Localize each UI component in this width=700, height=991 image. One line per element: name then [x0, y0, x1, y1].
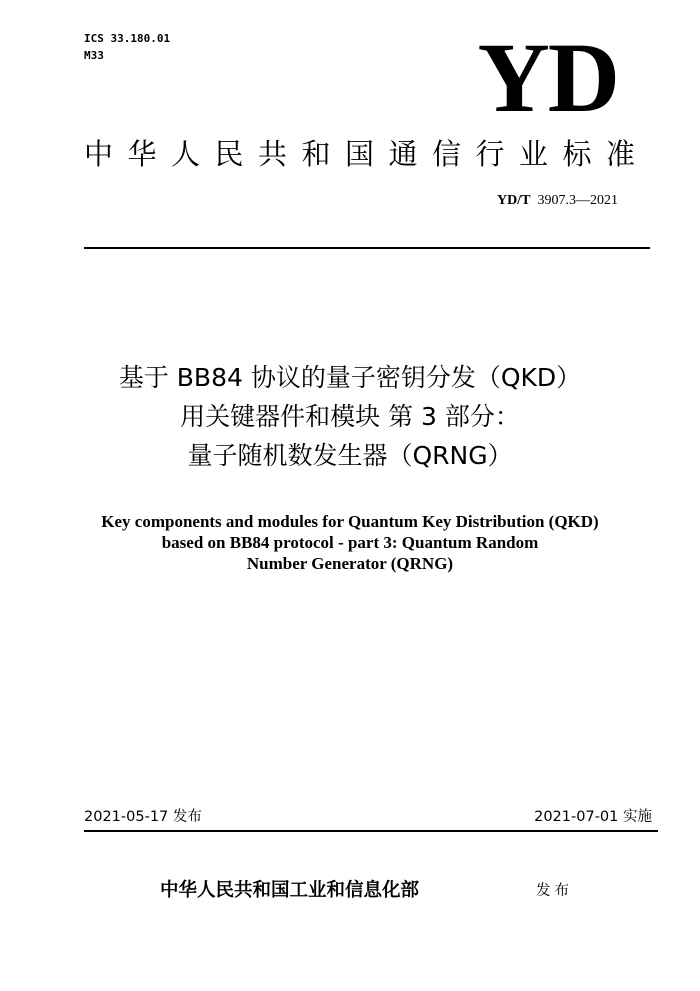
issue-label: 发布 [536, 883, 573, 899]
chinese-title-line: 量子随机数发生器（QRNG） [187, 441, 513, 470]
chinese-title [0, 358, 700, 475]
standard-number-value: 3907.3—2021 [537, 193, 618, 208]
standard-number [497, 193, 618, 209]
classification-codes [84, 30, 170, 64]
header-divider [84, 247, 650, 249]
footer-divider [84, 830, 658, 832]
implementation-date: 2021-07-01 实施 [534, 809, 652, 825]
ccs-code: M33 [84, 49, 104, 62]
standard-prefix: YD/T [497, 193, 531, 208]
chinese-title-line: 用关键器件和模块 第 3 部分： [180, 402, 520, 431]
ics-code: ICS 33.180.01 [84, 32, 171, 45]
yd-logo: YD [477, 22, 618, 133]
standard-category-title: 中华人民共和国通信行业标准 [84, 137, 650, 171]
english-title-line: Key components and modules for Quantum Key Distribution (QKD) [101, 512, 599, 531]
english-title [0, 511, 700, 574]
chinese-title-line: 基于 BB84 协议的量子密钥分发（QKD） [118, 363, 582, 392]
english-title-line: Number Generator (QRNG) [246, 554, 454, 573]
release-date: 2021-05-17 发布 [84, 809, 202, 825]
english-title-line: based on BB84 protocol - part 3: Quantum Random [161, 533, 539, 552]
issuing-authority: 中华人民共和国工业和信息化部 [160, 880, 420, 901]
